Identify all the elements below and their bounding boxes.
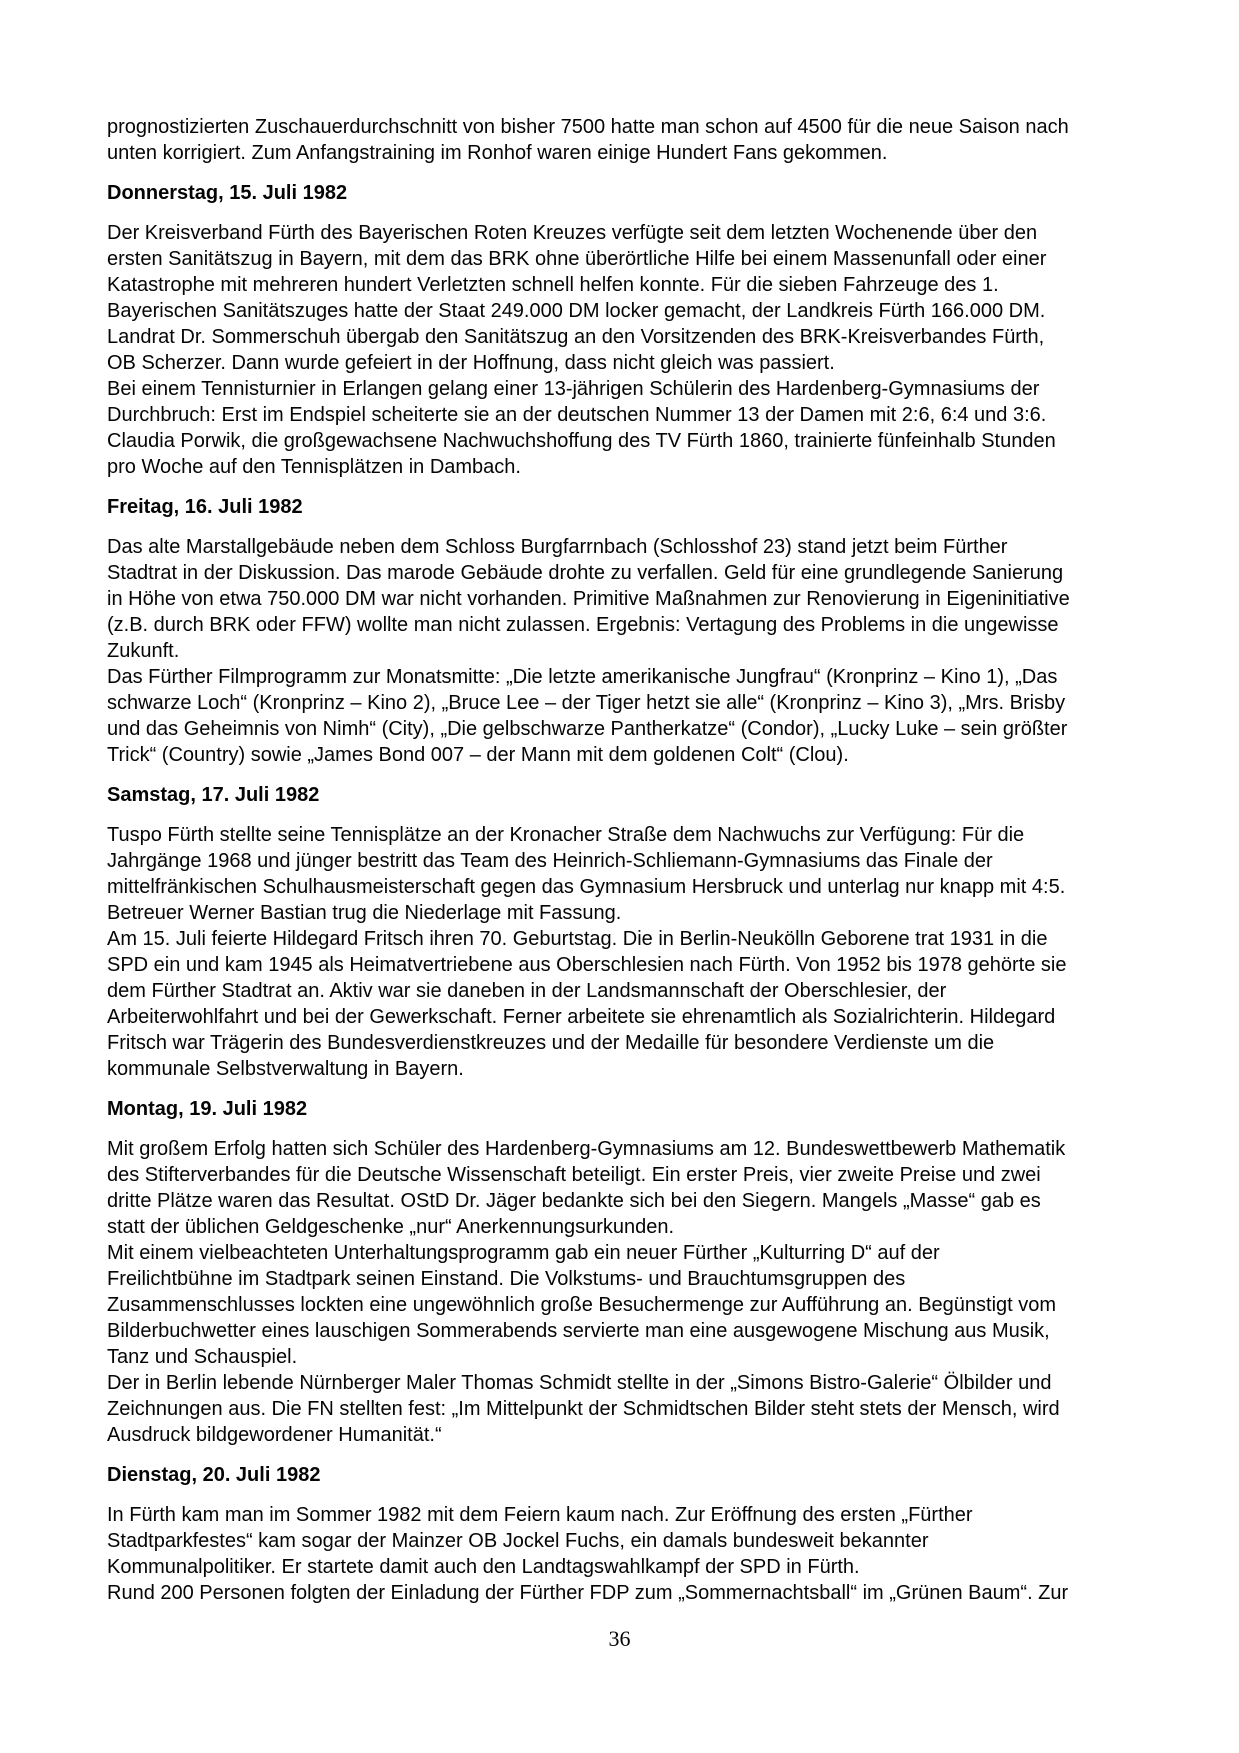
paragraph-dienstag-20-juli: In Fürth kam man im Sommer 1982 mit dem Feiern kaum nach. Zur Eröffnung des ersten „Fürther Stadtparkfestes“ kam sogar der Mainzer OB Jockel Fuchs, ein damals bundesweit bekannter Kommunalpolitiker. Er startete damit auch den Landtagswahlkampf der SPD in Fürth. Rund 200 Personen folgten der Einladung der Fürther FDP zum „Sommernachtsball“ im „Grünen Baum“. Zur (107, 1504, 1069, 1604)
date-heading-freitag-16-juli-1982: Freitag, 16. Juli 1982 (107, 496, 303, 518)
paragraph-intro: prognostizierten Zuschauerdurchschnitt von bisher 7500 hatte man schon auf 4500 für die neue Saison nach unten korrigiert. Zum Anfangstraining im Ronhof waren einige Hundert Fans gekommen. (107, 116, 1069, 164)
paragraph-freitag-16-juli: Das alte Marstallgebäude neben dem Schloss Burgfarrnbach (Schlosshof 23) stand jetzt beim Fürther Stadtrat in der Diskussion. Das marode Gebäude drohte zu verfallen. Geld für eine grundlegende Sanierung in Höhe von etwa 750.000 DM war nicht vorhanden. Primitive Maßnahmen zur Renovierung in Eigeninitiative (z.B. durch BRK oder FFW) wollte man nicht zulassen. Ergebnis: Vertagung des Problems in die ungewisse Zukunft. Das Fürther Filmprogramm zur Monatsmitte: „Die letzte amerikanische Jungfrau“ (Kronprinz – Kino 1), „Das schwarze Loch“ (Kronprinz – Kino 2), „Bruce Lee – der Tiger hetzt sie alle“ (Kronprinz – Kino 3), „Mrs. Brisby und das Geheimnis von Nimh“ (City), „Die gelbschwarze Pantherkatze“ (Condor), „Lucky Luke – sein größter Trick“ (Country) sowie „James Bond 007 – der Mann mit dem goldenen Colt“ (Clou). (107, 536, 1070, 766)
date-heading-samstag-17-juli-1982: Samstag, 17. Juli 1982 (107, 784, 320, 806)
document-content (107, 114, 1147, 1606)
paragraph-montag-19-juli: Mit großem Erfolg hatten sich Schüler des Hardenberg-Gymnasiums am 12. Bundeswettbewerb Mathematik des Stifterverbandes für die Deutsche Wissenschaft beteiligt. Ein erster Preis, vier zweite Preise und zwei dritte Plätze waren das Resultat. OStD Dr. Jäger bedankte sich bei den Siegern. Mangels „Masse“ gab es statt der üblichen Geldgeschenke „nur“ Anerkennungsurkunden. Mit einem vielbeachteten Unterhaltungsprogramm gab ein neuer Fürther „Kulturring D“ auf der Freilichtbühne im Stadtpark seinen Einstand. Die Volkstums- und Brauchtumsgruppen des Zusammenschlusses lockten eine ungewöhnlich große Besuchermenge zur Aufführung an. Begünstigt vom Bilderbuchwetter eines lauschigen Sommerabends servierte man eine ausgewogene Mischung aus Musik, Tanz und Schauspiel. Der in Berlin lebende Nürnberger Maler Thomas Schmidt stellte in der „Simons Bistro-Galerie“ Ölbilder und Zeichnungen aus. Die FN stellten fest: „Im Mittelpunkt der Schmidtschen Bilder steht stets der Mensch, wird Ausdruck bildgewordener Humanität.“ (107, 1138, 1066, 1446)
date-heading-montag-19-juli-1982: Montag, 19. Juli 1982 (107, 1098, 308, 1120)
date-heading-donnerstag-15-juli-1982: Donnerstag, 15. Juli 1982 (107, 182, 348, 204)
paragraph-samstag-17-juli: Tuspo Fürth stellte seine Tennisplätze an der Kronacher Straße dem Nachwuchs zur Verfügung: Für die Jahrgänge 1968 und jünger bestritt das Team des Heinrich-Schliemann-Gymnasiums das Finale der mittelfränkischen Schulhausmeisterschaft gegen das Gymnasium Hersbruck und unterlag nur knapp mit 4:5. Betreuer Werner Bastian trug die Niederlage mit Fassung. Am 15. Juli feierte Hildegard Fritsch ihren 70. Geburtstag. Die in Berlin-Neukölln Geborene trat 1931 in die SPD ein und kam 1945 als Heimatvertriebene aus Oberschlesien nach Fürth. Von 1952 bis 1978 gehörte sie dem Fürther Stadtrat an. Aktiv war sie daneben in der Landsmannschaft der Oberschlesier, der Arbeiterwohlfahrt und bei der Gewerkschaft. Ferner arbeitete sie ehrenamtlich als Sozialrichterin. Hildegard Fritsch war Trägerin des Bundesverdienstkreuzes und der Medaille für besondere Verdienste um die kommunale Selbstverwaltung in Bayern. (107, 824, 1067, 1080)
date-heading-dienstag-20-juli-1982: Dienstag, 20. Juli 1982 (107, 1464, 321, 1486)
page-number: 36 (608, 1626, 631, 1651)
paragraph-donnerstag-15-juli: Der Kreisverband Fürth des Bayerischen Roten Kreuzes verfügte seit dem letzten Wochenende über den ersten Sanitätszug in Bayern, mit dem das BRK ohne überörtliche Hilfe bei einem Massenunfall oder einer Katastrophe mit mehreren hundert Verletzten schnell helfen konnte. Für die sieben Fahrzeuge des 1. Bayerischen Sanitätszuges hatte der Staat 249.000 DM locker gemacht, der Landkreis Fürth 166.000 DM. Landrat Dr. Sommerschuh übergab den Sanitätszug an den Vorsitzenden des BRK-Kreisverbandes Fürth, OB Scherzer. Dann wurde gefeiert in der Hoffnung, dass nicht gleich was passiert. Bei einem Tennisturnier in Erlangen gelang einer 13-jährigen Schülerin des Hardenberg-Gymnasiums der Durchbruch: Erst im Endspiel scheiterte sie an der deutschen Nummer 13 der Damen mit 2:6, 6:4 und 3:6. Claudia Porwik, die großgewachsene Nachwuchshoffung des TV Fürth 1860, trainierte fünfeinhalb Stunden pro Woche auf den Tennisplätzen in Dambach. (107, 222, 1056, 478)
